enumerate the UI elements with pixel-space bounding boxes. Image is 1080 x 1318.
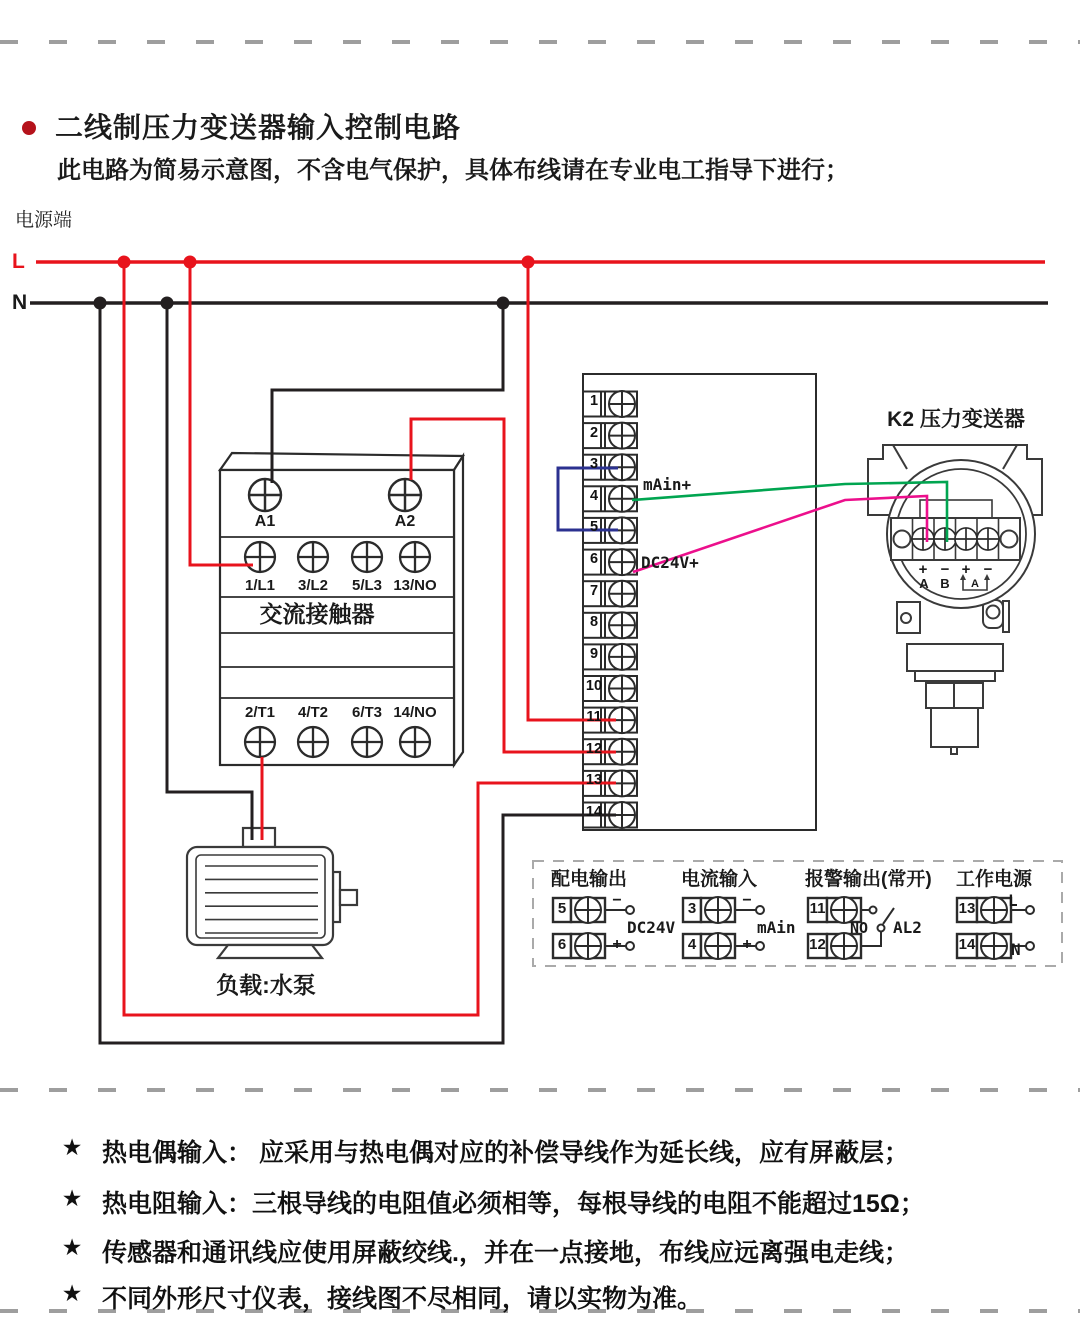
note-star-icon: ★ xyxy=(61,1134,83,1160)
screw-terminal-icon xyxy=(981,933,1007,959)
legend-n-label: N xyxy=(1011,940,1021,959)
terminal-number: 8 xyxy=(589,614,599,630)
legend-l-label: L xyxy=(1008,891,1018,910)
main-plus-label: mAin+ xyxy=(643,475,692,494)
note-item: 热电偶输入： 应采用与热电偶对应的补偿导线作为延长线，应有屏蔽层； xyxy=(102,1139,909,1167)
legend-al2-label: AL2 xyxy=(893,918,922,937)
screw-terminal-icon xyxy=(352,727,382,757)
note-star-icon: ★ xyxy=(61,1280,83,1306)
terminal-number: 1 xyxy=(589,393,599,409)
note-item: 不同外形尺寸仪表，接线图不尽相同，请以实物为准。 xyxy=(102,1285,703,1313)
terminal-number: 6 xyxy=(589,551,599,567)
legend-terminal-11: 11 xyxy=(809,900,826,917)
screw-terminal-icon xyxy=(609,423,635,449)
screw-terminal-icon xyxy=(609,676,635,702)
legend-terminal-6: 6 xyxy=(557,936,567,953)
terminal-number: 10 xyxy=(585,678,603,694)
transmitter-sign-plus1: + xyxy=(918,561,928,578)
transmitter-sign-minus1: − xyxy=(940,561,950,578)
note-star-icon: ★ xyxy=(61,1234,83,1260)
load-label: 负载:水泵 xyxy=(216,972,316,998)
power-terminal-label: 电源端 xyxy=(15,210,73,231)
screw-terminal-icon xyxy=(352,542,382,572)
page-title: 二线制压力变送器输入控制电路 xyxy=(55,112,462,143)
screw-terminal-icon xyxy=(609,549,635,575)
legend-no-label: NO xyxy=(850,919,869,937)
screw-terminal-icon xyxy=(575,933,601,959)
screw-terminal-icon xyxy=(609,644,635,670)
terminal-number: 2 xyxy=(589,425,599,441)
legend-dc-plus-sign: + xyxy=(612,936,622,953)
line-l-label: L xyxy=(12,250,25,273)
transmitter-sign-minus2: − xyxy=(983,561,993,578)
motor-figure xyxy=(187,828,357,958)
screw-terminal-icon xyxy=(249,479,281,511)
legend-terminal-5: 5 xyxy=(557,900,567,917)
legend-current-input-title: 电流输入 xyxy=(681,869,758,890)
legend-terminal-4: 4 xyxy=(687,936,697,953)
screw-terminal-icon xyxy=(400,542,430,572)
screw-terminal-icon xyxy=(955,528,977,550)
page-subtitle: 此电路为简易示意图，不含电气保护，具体布线请在专业电工指导下进行； xyxy=(57,157,849,184)
dc24v-plus-label: DC24V+ xyxy=(641,553,699,572)
terminal-number: 12 xyxy=(585,741,603,757)
terminal-number: 14 xyxy=(585,804,603,820)
screw-terminal-icon xyxy=(609,486,635,512)
contactor-terminal-3l2-label: 3/L2 xyxy=(297,577,328,594)
note-item: 热电阻输入：三根导线的电阻值必须相等，每根导线的电阻不能超过15Ω； xyxy=(102,1190,925,1218)
terminal-number: 7 xyxy=(589,583,599,599)
screw-terminal-icon xyxy=(298,727,328,757)
legend-terminal-13: 13 xyxy=(958,900,976,917)
contactor-terminal-4t2-label: 4/T2 xyxy=(297,704,328,721)
transmitter-terminal-b-label: B xyxy=(940,576,950,591)
screw-terminal-icon xyxy=(245,542,275,572)
legend-main-plus-sign: + xyxy=(742,936,752,953)
screw-terminal-icon xyxy=(609,612,635,638)
terminal-number: 11 xyxy=(586,709,602,725)
legend-main-minus-sign: − xyxy=(742,892,752,909)
transmitter-terminal-a-label: A xyxy=(919,576,929,591)
contactor-terminal-a2-label: A2 xyxy=(394,513,416,530)
legend-working-power-title: 工作电源 xyxy=(956,869,1033,890)
contactor-terminal-2t1-label: 2/T1 xyxy=(244,704,275,721)
screw-terminal-icon xyxy=(609,581,635,607)
screw-terminal-icon xyxy=(912,528,934,550)
screw-terminal-icon xyxy=(705,897,731,923)
legend-dc24v-label: DC24V xyxy=(627,918,676,937)
note-item: 传感器和通讯线应使用屏蔽绞线.，并在一点接地，布线应远离强电走线； xyxy=(102,1239,909,1267)
legend-dc-output-title: 配电输出 xyxy=(551,869,628,890)
terminal-number: 13 xyxy=(585,772,603,788)
contactor-terminal-6t3-label: 6/T3 xyxy=(351,704,382,721)
screw-terminal-icon xyxy=(705,933,731,959)
terminal-number: 5 xyxy=(589,519,599,535)
screw-terminal-icon xyxy=(609,391,635,417)
screw-terminal-icon xyxy=(400,727,430,757)
transmitter-figure xyxy=(868,445,1042,754)
power-lines xyxy=(30,262,1048,303)
legend-alarm-output-title: 报警输出(常开) xyxy=(805,869,932,890)
legend-main-label: mAin xyxy=(757,918,796,937)
contactor-terminal-a1-label: A1 xyxy=(254,513,276,530)
contactor-terminal-13no-label: 13/NO xyxy=(393,577,437,594)
screw-terminal-icon xyxy=(389,479,421,511)
terminal-number: 3 xyxy=(589,456,599,472)
contactor-terminal-5l3-label: 5/L3 xyxy=(351,577,382,594)
screw-terminal-icon xyxy=(245,727,275,757)
legend-terminal-12: 12 xyxy=(809,936,826,953)
transmitter-title: K2 压力变送器 xyxy=(887,408,1025,431)
note-star-icon: ★ xyxy=(61,1185,83,1211)
title-bullet-icon xyxy=(22,121,36,135)
terminal-number: 9 xyxy=(589,646,599,662)
screw-terminal-icon xyxy=(934,528,956,550)
terminal-number: 4 xyxy=(589,488,599,504)
transmitter-sign-plus2: + xyxy=(961,561,971,578)
screw-terminal-icon xyxy=(298,542,328,572)
contactor-terminal-14no-label: 14/NO xyxy=(393,704,437,721)
screw-terminal-icon xyxy=(981,897,1007,923)
legend-dc-minus-sign: − xyxy=(612,892,622,909)
screw-terminal-icon xyxy=(575,897,601,923)
legend-terminal-14: 14 xyxy=(958,936,976,953)
contactor-terminal-1l1-label: 1/L1 xyxy=(244,577,275,594)
line-n-label: N xyxy=(12,291,28,314)
transmitter-meter-loop-label: A xyxy=(971,578,979,590)
contactor-title: 交流接触器 xyxy=(259,601,375,627)
legend-terminal-3: 3 xyxy=(687,900,697,917)
screw-terminal-icon xyxy=(977,528,999,550)
